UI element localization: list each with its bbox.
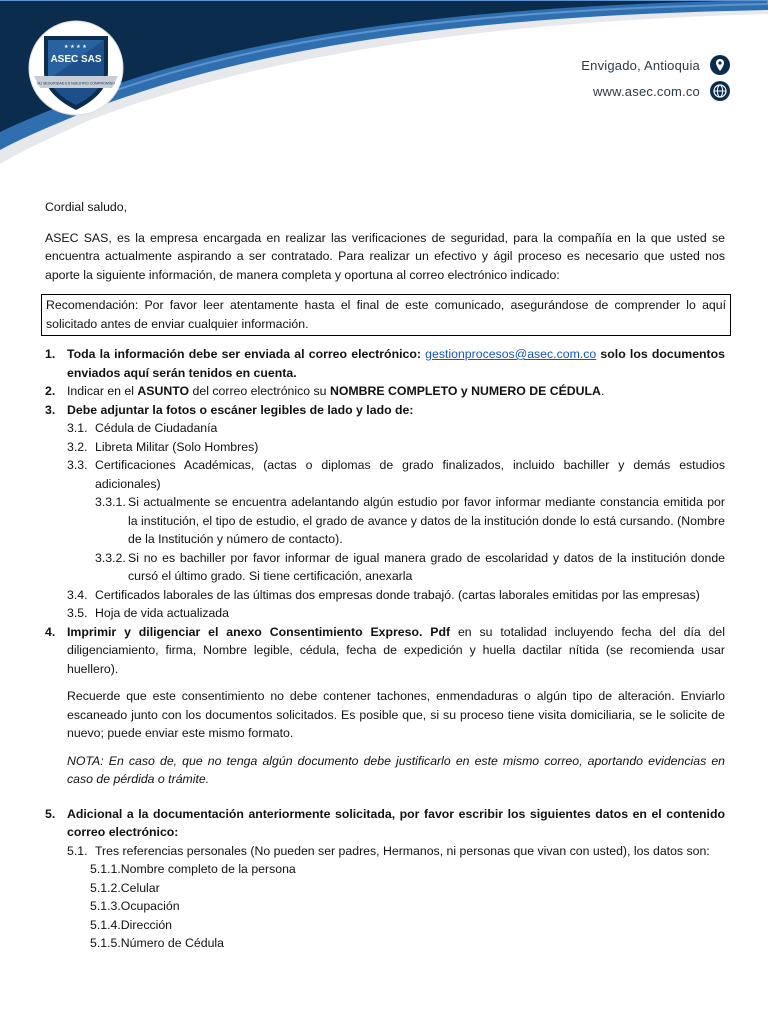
list-number: 3.2. [67,439,88,454]
item3-text: Debe adjuntar la fotos o escáner legibles de lado y lado de: [67,402,414,417]
item-text: Libreta Militar (Solo Hombres) [95,439,259,454]
consent-reminder: Recuerde que este consentimiento no debe contener tachones, enmendaduras o algún tipo de alteración. Enviarlo escaneado junto con los documentos solicitados. Es posible que, si su proceso tiene visita domiciliaria, se le solicite de nuevo; puede enviar este mismo formato. [67,689,725,740]
list-item-3-3 [45,456,725,493]
item1-text: Toda la información debe ser enviada al correo electrónico: [67,347,426,361]
item4-text-a: Imprimir y diligenciar el anexo [67,624,270,639]
list-number: 4. [45,624,56,639]
list-number: 3.3.1. [95,495,126,509]
website-row [581,78,730,104]
list-number: 1. [45,347,56,361]
list-item-3-1 [45,419,725,438]
list-item-3-3-2 [45,549,725,586]
item2-text-c: del correo electrónico su [189,384,330,398]
item5-text: Adicional a la documentación anteriormente solicitada, por favor escribir los siguientes datos en el contenido correo electrónico: [67,806,725,839]
list-item-3-4 [45,586,725,605]
item2-text-a: Indicar en el [67,384,138,398]
list-item-3-5 [45,604,725,623]
logo-motto: SU SEGURIDAD ES NUESTRO COMPROMISO [36,81,116,86]
svg-text:★ ★ ★ ★: ★ ★ ★ ★ [64,44,87,50]
intro-paragraph: ASEC SAS, es la empresa encargada en realizar las verificaciones de seguridad, para la compañía en la que usted se encuentra actualmente aspirando a ser contratado. Para realizar un efectivo y ágil proceso es necesario que usted nos aporte la siguiente información, de manera completa y oportuna al correo electrónico indicado: [45,230,725,282]
list-item-3-3-1 [45,493,725,549]
list-item-5-1-1 [45,860,725,879]
list-item-5-1-5 [45,934,725,953]
list-item-1 [45,345,725,382]
map-pin-icon [710,55,730,75]
item2-name-id: NOMBRE COMPLETO y NUMERO DE CÉDULA [329,384,601,398]
list-number: 5.1. [67,843,88,858]
contact-info [581,52,730,104]
recommendation-box: Recomendación: Por favor leer atentamente hasta el final de este comunicado, asegurándose de comprender lo aquí solicitado antes de enviar cualquier información. [41,294,731,336]
item4-consent-file: Consentimiento Expreso. Pdf [269,624,451,639]
email-link[interactable]: gestionprocesos@asec.com.co [425,347,597,361]
list-item-5-1-4 [45,916,725,935]
website-text[interactable]: www.asec.com.co [592,83,700,99]
list-number: 5. [45,806,56,821]
logo-text: ASEC SAS [50,54,102,65]
location-text: Envigado, Antioquia [581,57,700,73]
item4-text-c: en su totalidad incluyendo fecha del día del diligenciamiento, firma, Nombre legible, cédula, fecha de expedición y huella dactilar nítida (se recomienda usar huellero). [67,624,725,676]
item-text: 5.1.5.Número de Cédula [90,936,224,950]
list-number: 3.5. [67,606,88,620]
letter-body [45,198,725,953]
item-text: 5.1.2.Celular [90,880,160,895]
item-text: 5.1.1.Nombre completo de la persona [90,862,296,876]
item-text: 5.1.3.Ocupación [90,899,180,913]
note-paragraph: NOTA: En caso de, que no tenga algún documento debe justificarlo en este mismo correo, aportando evidencias en caso de pérdida o trámite. [67,753,725,786]
item-text: Si actualmente se encuentra adelantando algún estudio por favor informar mediante constancia emitida por la institución, el tipo de estudio, el grado de avance y datos de la institución donde lo está cursando. (Nombre de la Institución y número de contacto). [128,495,725,546]
list-item-3 [45,401,725,420]
location-row [581,52,730,78]
asec-logo [28,20,124,116]
list-number: 3.3. [67,458,88,472]
list-item-4 [45,623,725,679]
item-text: Certificaciones Académicas, (actas o diplomas de grado finalizados, incluido bachiller y demás estudios adicionales) [95,458,725,491]
list-item-5-1-3 [45,897,725,916]
list-number: 3.3.2. [95,550,126,565]
item-text: Cédula de Ciudadanía [95,421,218,435]
list-item-5-1 [45,842,725,861]
list-item-5-1-2 [45,879,725,898]
item-text: 5.1.4.Dirección [90,917,173,932]
list-item-5 [45,805,725,842]
item-text: Certificados laborales de las últimas dos empresas donde trabajó. (cartas laborales emitidas por las empresas) [95,587,700,602]
item-text: Tres referencias personales (No pueden ser padres, Hermanos, ni personas que vivan con usted), los datos son: [95,843,710,858]
item2-subject: ASUNTO [137,384,190,398]
list-number: 2. [45,384,56,398]
list-number: 3. [45,402,56,417]
list-item-2 [45,382,725,401]
list-item-3-2 [45,438,725,457]
list-number: 3.1. [67,421,88,435]
globe-icon [710,81,730,101]
item-text: Hoja de vida actualizada [95,606,229,620]
item-text: Si no es bachiller por favor informar de igual manera grado de escolaridad y datos de la institución donde cursó el último grado. Si tiene certificación, anexarla [128,550,725,583]
greeting: Cordial saludo, [45,200,128,214]
item1-post: solo los documentos enviados aquí serán tenidos en cuenta. [67,347,725,380]
letterhead [0,0,768,175]
item2-text-e: . [600,384,605,398]
list-number: 3.4. [67,587,88,602]
